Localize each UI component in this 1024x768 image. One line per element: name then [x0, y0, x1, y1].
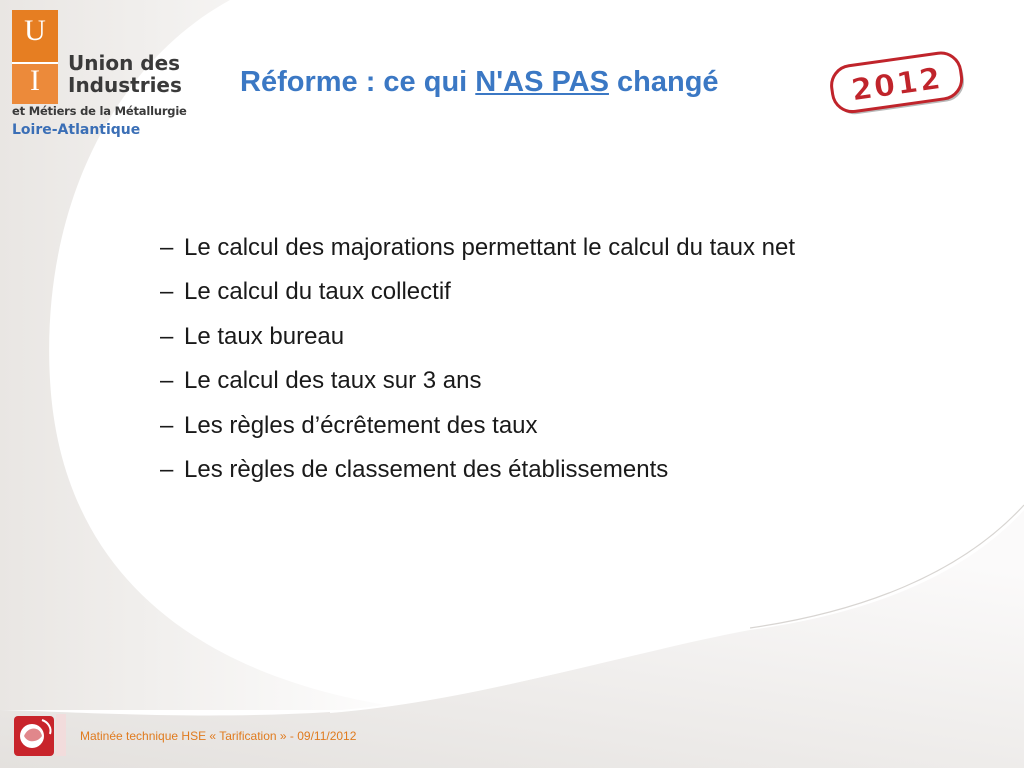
list-item [160, 448, 795, 492]
logo-subtitle: et Métiers de la Métallurgie [12, 104, 187, 118]
bullet-text: Le calcul des taux sur 3 ans [184, 367, 482, 395]
bullet-text: Le calcul du taux collectif [184, 278, 451, 306]
bullet-list [160, 226, 795, 492]
bullet-text: Les règles d’écrêtement des taux [184, 411, 538, 439]
footer-logo-icon [12, 712, 68, 758]
logo-letter-i: I [12, 62, 58, 104]
list-item [160, 404, 795, 448]
list-item [160, 270, 795, 314]
footer-text: Matinée technique HSE « Tarification » - 09/11/2012 [80, 729, 357, 743]
bullet-dash: – [160, 367, 174, 395]
bullet-text: Le taux bureau [184, 322, 345, 350]
logo-divider [12, 62, 58, 64]
logo-name-line2: Industries [68, 73, 182, 97]
bullet-dash: – [160, 278, 174, 306]
list-item [160, 359, 795, 403]
bullet-dash: – [160, 411, 174, 439]
logo-name-line1: Union des [68, 51, 181, 75]
uimm-logo [10, 8, 190, 143]
bullet-dash: – [160, 234, 174, 261]
year-badge [828, 50, 970, 120]
bullet-dash: – [160, 322, 174, 350]
badge-year: 2012 [849, 61, 945, 109]
slide-title [240, 66, 719, 99]
bullet-dash: – [160, 456, 174, 484]
list-item [160, 226, 795, 270]
logo-letter-u: U [12, 10, 58, 62]
bullet-text: Les règles de classement des établissements [184, 456, 669, 484]
title-underlined: N'AS PAS [475, 66, 609, 98]
list-item [160, 315, 795, 359]
logo-region: Loire-Atlantique [12, 122, 141, 138]
logo-name [68, 52, 198, 96]
bullet-text: Le calcul des majorations permettant le calcul du taux net [184, 234, 796, 261]
title-suffix: changé [608, 66, 719, 98]
title-prefix: Réforme : ce qui [240, 66, 476, 98]
